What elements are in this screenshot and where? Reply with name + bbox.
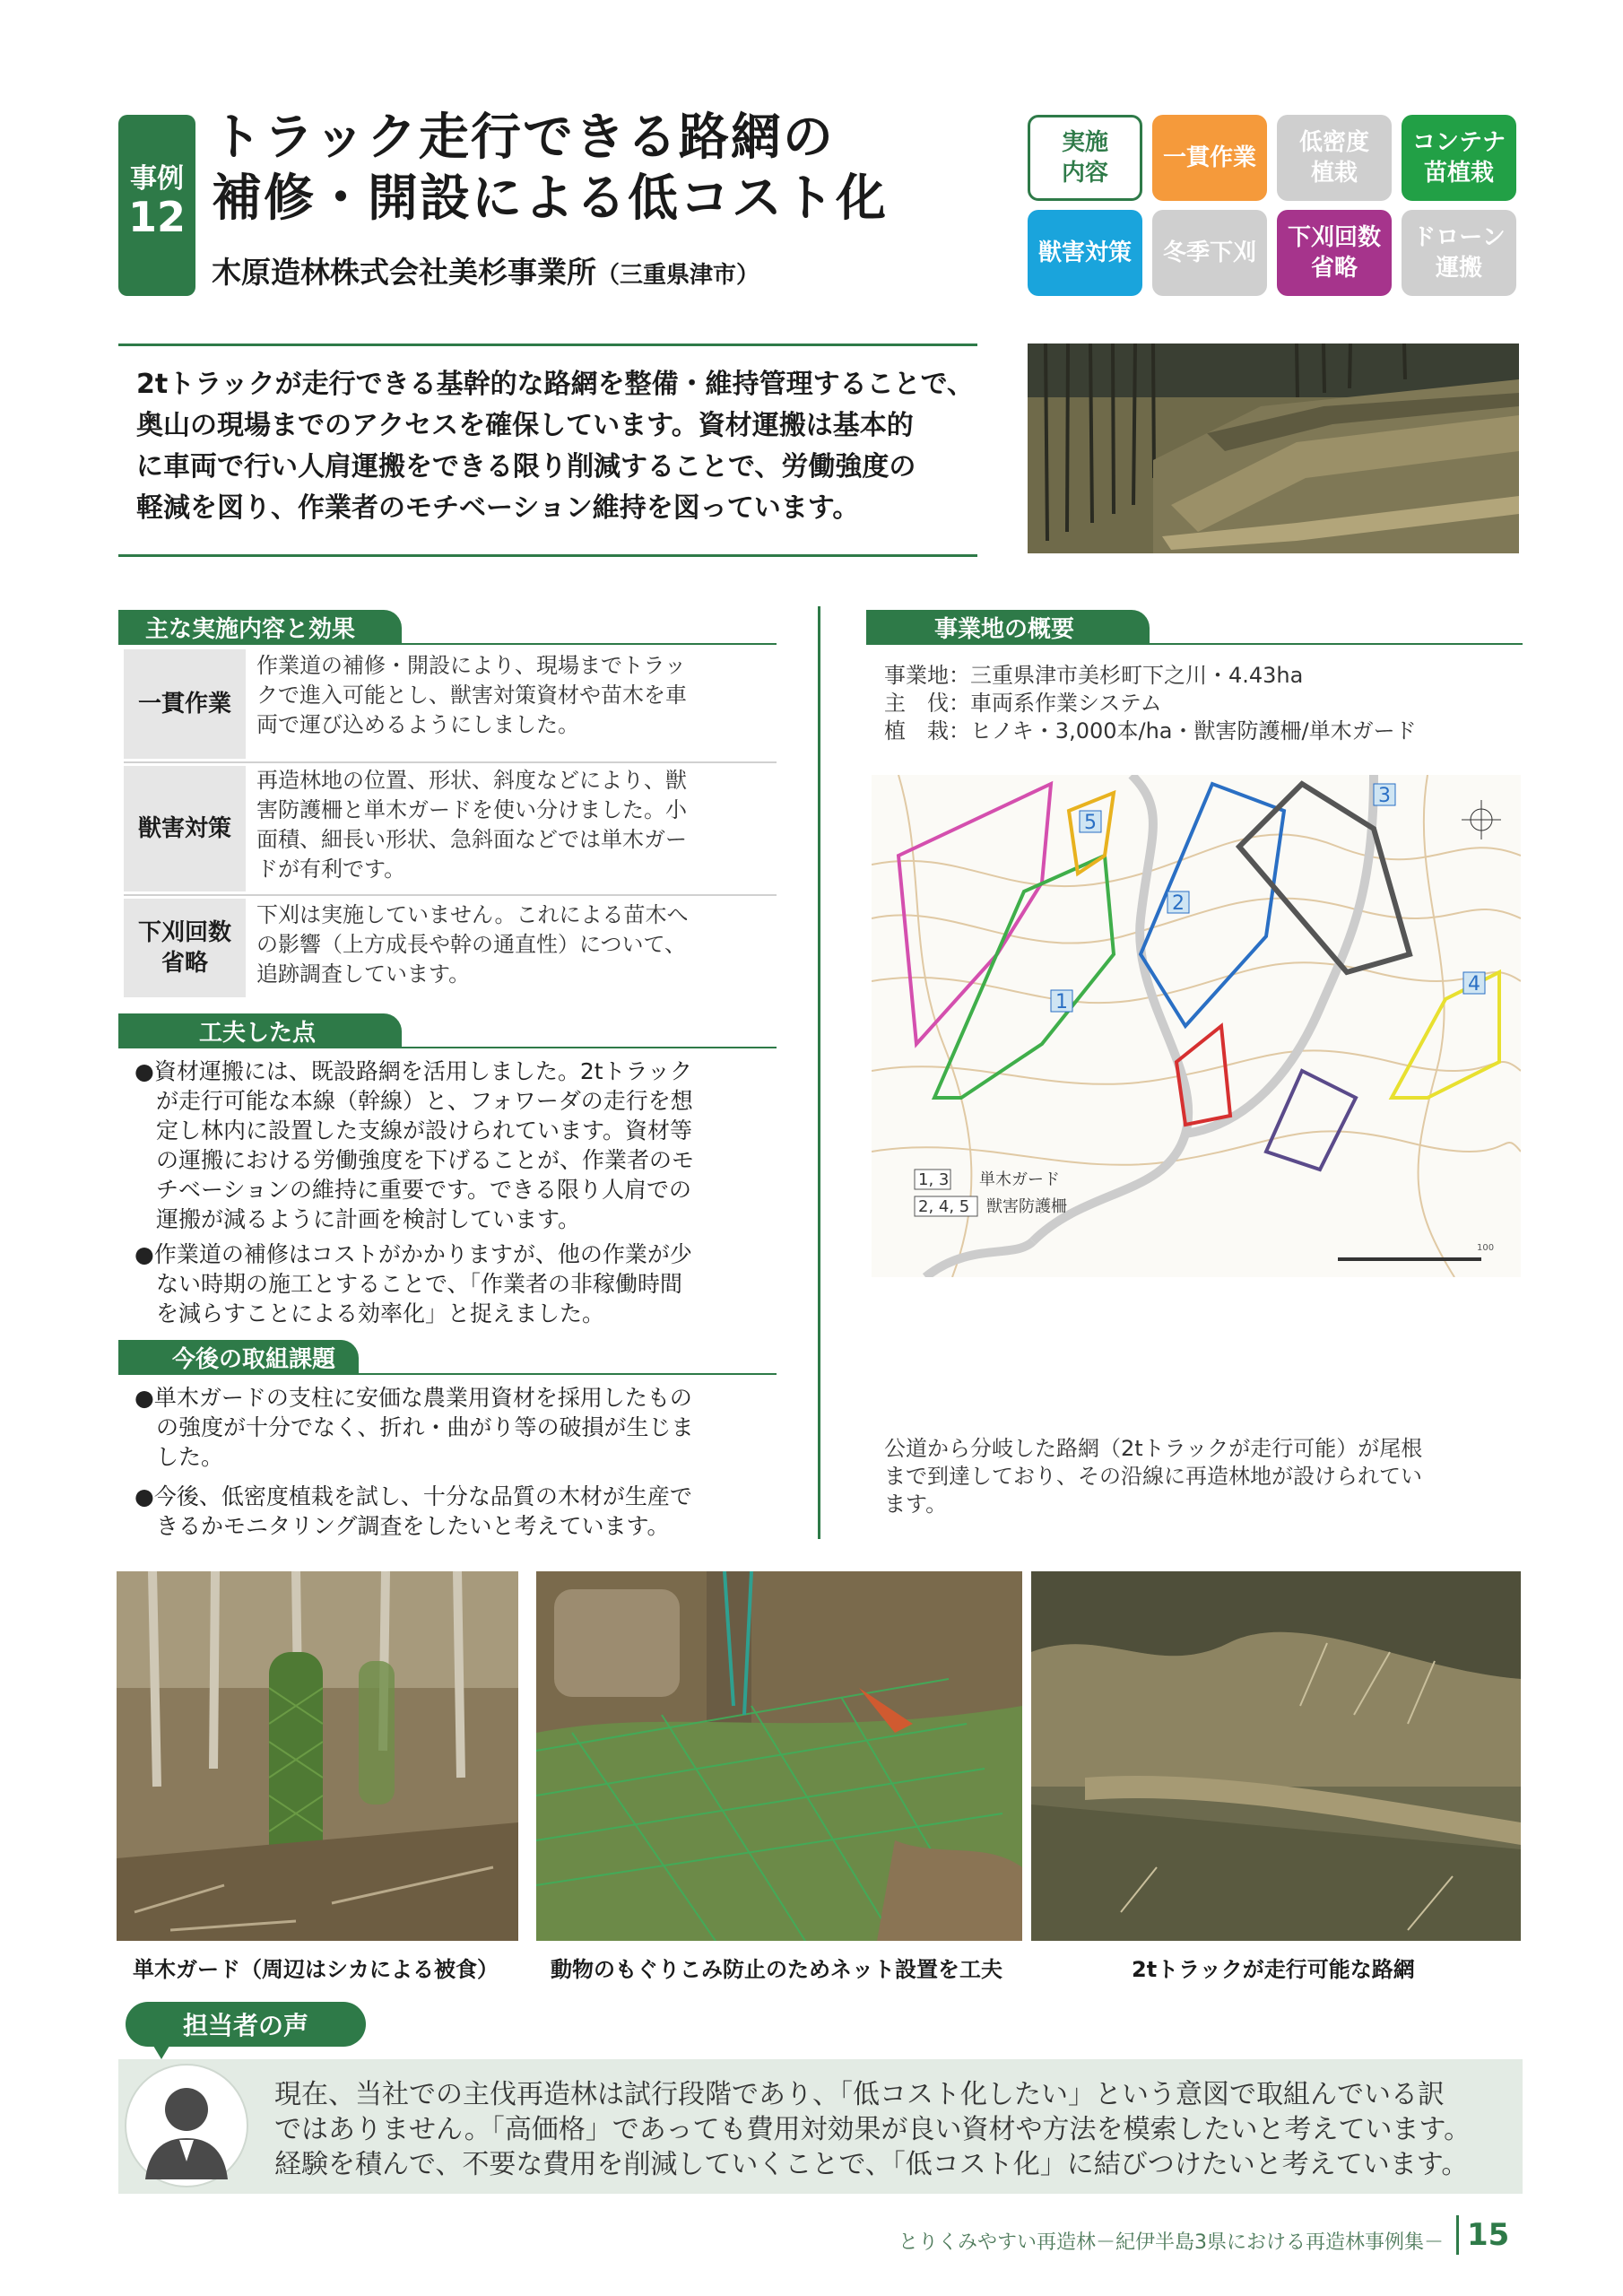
case-badge <box>118 115 195 296</box>
row-text-wildlife-damage <box>256 766 777 884</box>
overview-harvest: 主 伐：車両系作業システム <box>884 691 1162 716</box>
tag-label: コンテナ 苗植栽 <box>1411 129 1506 187</box>
map-scale-label: 100 <box>1477 1243 1495 1253</box>
map-plot-label: 2 <box>1172 892 1185 915</box>
tag-label: 冬季下刈 <box>1162 239 1256 266</box>
row-line: 害防護柵と単木ガードを使い分けました。小 <box>256 797 687 822</box>
tag-winter-weeding <box>1152 210 1267 296</box>
bullet-line: の運搬における労働強度を下げることが、作業者のモ <box>156 1147 695 1173</box>
overview-heading <box>866 610 1150 644</box>
map-legend-ids: 2, 4, 5 <box>918 1197 970 1216</box>
page-number: 15 <box>1467 2217 1510 2253</box>
future-heading <box>118 1340 359 1374</box>
summary-box <box>118 344 977 557</box>
heading-text: 担当者の声 <box>182 2011 308 2040</box>
organization <box>212 249 759 291</box>
future-bullet-2 <box>135 1482 780 1541</box>
staff-avatar-icon <box>124 2063 249 2188</box>
summary-line: 軽減を図り、作業者のモチベーション維持を図っています。 <box>136 492 860 524</box>
row-head-label: 獣害対策 <box>137 815 231 842</box>
bullet-line: が走行可能な本線（幹線）と、フォワーダの走行を想 <box>156 1088 693 1114</box>
title-line-2: 補修・開設による低コスト化 <box>212 170 888 228</box>
row-head-label: 下刈回数 省略 <box>137 919 231 977</box>
map-legend-label: 獣害防護柵 <box>986 1197 1067 1216</box>
row-line: ドが有利です。 <box>256 857 406 882</box>
map-legend-ids: 1, 3 <box>918 1170 950 1189</box>
page-title <box>212 108 888 230</box>
voice-line: 経験を積んで、不要な費用を削減していくことで、「低コスト化」に結びつけたいと考えています。 <box>274 2149 1469 2180</box>
row-line: 再造林地の位置、形状、斜度などにより、獣 <box>256 768 687 793</box>
bullet-line: を減らすことによる効率化」と捉えました。 <box>156 1300 605 1326</box>
tag-label: 低密度 植栽 <box>1298 129 1369 187</box>
org-location: （三重県津市） <box>596 262 760 289</box>
row-head-wildlife-damage <box>124 766 246 891</box>
voice-line: 現在、当社での主伐再造林は試行段階であり、「低コスト化したい」という意図で取組んでいる訳 <box>274 2079 1445 2110</box>
row-line: 追跡調査しています。 <box>256 961 471 987</box>
row-divider <box>124 761 777 763</box>
footer-text: とりくみやすい再造林－紀伊半島3県における再造林事例集－ <box>898 2231 1444 2254</box>
summary-line: 奥山の現場までのアクセスを確保しています。資材運搬は基本的 <box>136 410 914 441</box>
summary-line: 2tトラックが走行できる基幹的な路網を整備・維持管理することで、 <box>136 369 975 400</box>
row-divider <box>124 894 777 896</box>
main-content-heading <box>118 610 402 644</box>
truck-road-photo <box>1031 1571 1521 1941</box>
bullet-line: ●資材運搬には、既設路網を活用しました。2tトラック <box>135 1058 693 1084</box>
bullet-line: の強度が十分でなく、折れ・曲がり等の破損が生じま <box>156 1414 694 1440</box>
tag-integrated-work <box>1152 115 1267 201</box>
map-plot-label: 1 <box>1055 991 1068 1013</box>
column-divider <box>818 606 820 1539</box>
heading-rule <box>118 1047 777 1048</box>
map-caption <box>884 1435 1512 1518</box>
heading-rule <box>118 1373 777 1375</box>
forest-road-photo-top <box>1028 344 1519 553</box>
speech-pointer <box>151 2041 172 2059</box>
north-arrow-icon <box>1462 800 1501 839</box>
row-line: 作業道の補修・開設により、現場までトラッ <box>256 653 687 678</box>
net-installation-photo <box>536 1571 1022 1941</box>
photo-caption-1: 単木ガード（周辺はシカによる被食） <box>133 1957 499 1982</box>
bullet-line: ●単木ガードの支柱に安価な農業用資材を採用したもの <box>135 1385 692 1411</box>
tag-label: ドローン 運搬 <box>1412 224 1506 282</box>
tag-low-density <box>1277 115 1392 201</box>
case-number: 12 <box>127 193 186 241</box>
title-line-1: トラック走行できる路網の <box>212 109 835 167</box>
bullet-line: きるかモニタリング調査をしたいと考えています。 <box>156 1513 670 1539</box>
tag-drone-transport <box>1402 210 1516 296</box>
photo-caption-3: 2tトラックが走行可能な路網 <box>1132 1957 1415 1982</box>
bullet-line: ない時期の施工とすることで、「作業者の非稼働時間 <box>156 1271 683 1297</box>
overview-details <box>884 662 1512 745</box>
staff-voice-text <box>274 2077 1471 2182</box>
row-text-weeding-reduction <box>256 900 777 989</box>
bullet-line: チベーションの維持に重要です。できる限り人肩での <box>156 1177 692 1203</box>
tag-label: 実施 内容 <box>1061 129 1108 187</box>
heading-rule <box>866 643 1523 645</box>
row-line: の影響（上方成長や幹の通直性）について、 <box>256 932 687 957</box>
overview-site: 事業地：三重県津市美杉町下之川・4.43ha <box>884 663 1304 688</box>
overview-planting: 植 栽：ヒノキ・3,000本/ha・獣害防護柵/単木ガード <box>884 718 1417 744</box>
row-text-integrated-work <box>256 651 777 740</box>
tag-wildlife-damage <box>1028 210 1142 296</box>
row-line: 下刈は実施していません。これによる苗木へ <box>256 902 689 927</box>
row-head-integrated-work <box>124 649 246 759</box>
tag-label: 獣害対策 <box>1037 239 1132 266</box>
tree-guard-photo <box>117 1571 518 1941</box>
tag-implementation <box>1028 115 1142 201</box>
future-bullet-1 <box>135 1383 780 1472</box>
bullet-line: した。 <box>156 1444 224 1470</box>
heading-text: 事業地の概要 <box>934 615 1075 643</box>
tag-label: 一貫作業 <box>1162 144 1256 171</box>
case-label: 事例 <box>130 163 184 195</box>
innovation-bullet-1 <box>135 1057 780 1234</box>
map-legend-label: 単木ガード <box>979 1170 1060 1189</box>
row-line: 両で運び込めるようにしました。 <box>256 712 579 737</box>
row-line: クで進入可能とし、獣害対策資材や苗木を車 <box>256 683 687 708</box>
summary-line: に車両で行い人肩運搬をできる限り削減することで、労働強度の <box>136 451 916 483</box>
staff-voice-heading <box>126 2002 366 2047</box>
map-plot-label: 4 <box>1468 973 1480 996</box>
voice-line: ではありません。「高価格」であっても費用対効果が良い資材や方法を模索したいと考えています。 <box>274 2114 1471 2145</box>
innovation-bullet-2 <box>135 1239 780 1328</box>
bullet-line: 運搬が減るように計画を検討しています。 <box>156 1206 581 1232</box>
tag-container-seedling <box>1402 115 1516 201</box>
row-head-label: 一貫作業 <box>137 691 231 718</box>
tag-weeding-reduction <box>1277 210 1392 296</box>
map-plot-label: 3 <box>1378 785 1391 807</box>
innovations-heading <box>118 1013 402 1048</box>
site-map-drawing <box>872 775 1521 1277</box>
heading-text: 主な実施内容と効果 <box>145 615 356 643</box>
row-head-weeding-reduction <box>124 899 246 997</box>
heading-rule <box>118 643 777 645</box>
row-line: 面積、細長い形状、急斜面などでは単木ガー <box>256 827 687 852</box>
tag-label: 下刈回数 省略 <box>1287 224 1381 282</box>
map-plot-label: 5 <box>1084 812 1097 834</box>
org-name: 木原造林株式会社美杉事業所 <box>212 255 596 290</box>
bullet-line: ●作業道の補修はコストがかかりますが、他の作業が少 <box>135 1241 692 1267</box>
site-map <box>872 775 1521 1277</box>
photo-caption-2: 動物のもぐりこみ防止のためネット設置を工夫 <box>551 1957 1002 1982</box>
map-caption-line: まで到達しており、その沿線に再造林地が設けられてい <box>884 1464 1422 1489</box>
heading-text: 今後の取組課題 <box>172 1345 336 1373</box>
heading-text: 工夫した点 <box>199 1019 317 1047</box>
map-caption-line: 公道から分岐した路網（2tトラックが走行可能）が尾根 <box>884 1436 1423 1461</box>
footer-divider <box>1456 2215 1459 2255</box>
bullet-line: 定し林内に設置した支線が設けられています。資材等 <box>156 1118 693 1144</box>
map-caption-line: ます。 <box>884 1492 948 1517</box>
bullet-line: ●今後、低密度植栽を試し、十分な品質の木材が生産で <box>135 1483 692 1509</box>
